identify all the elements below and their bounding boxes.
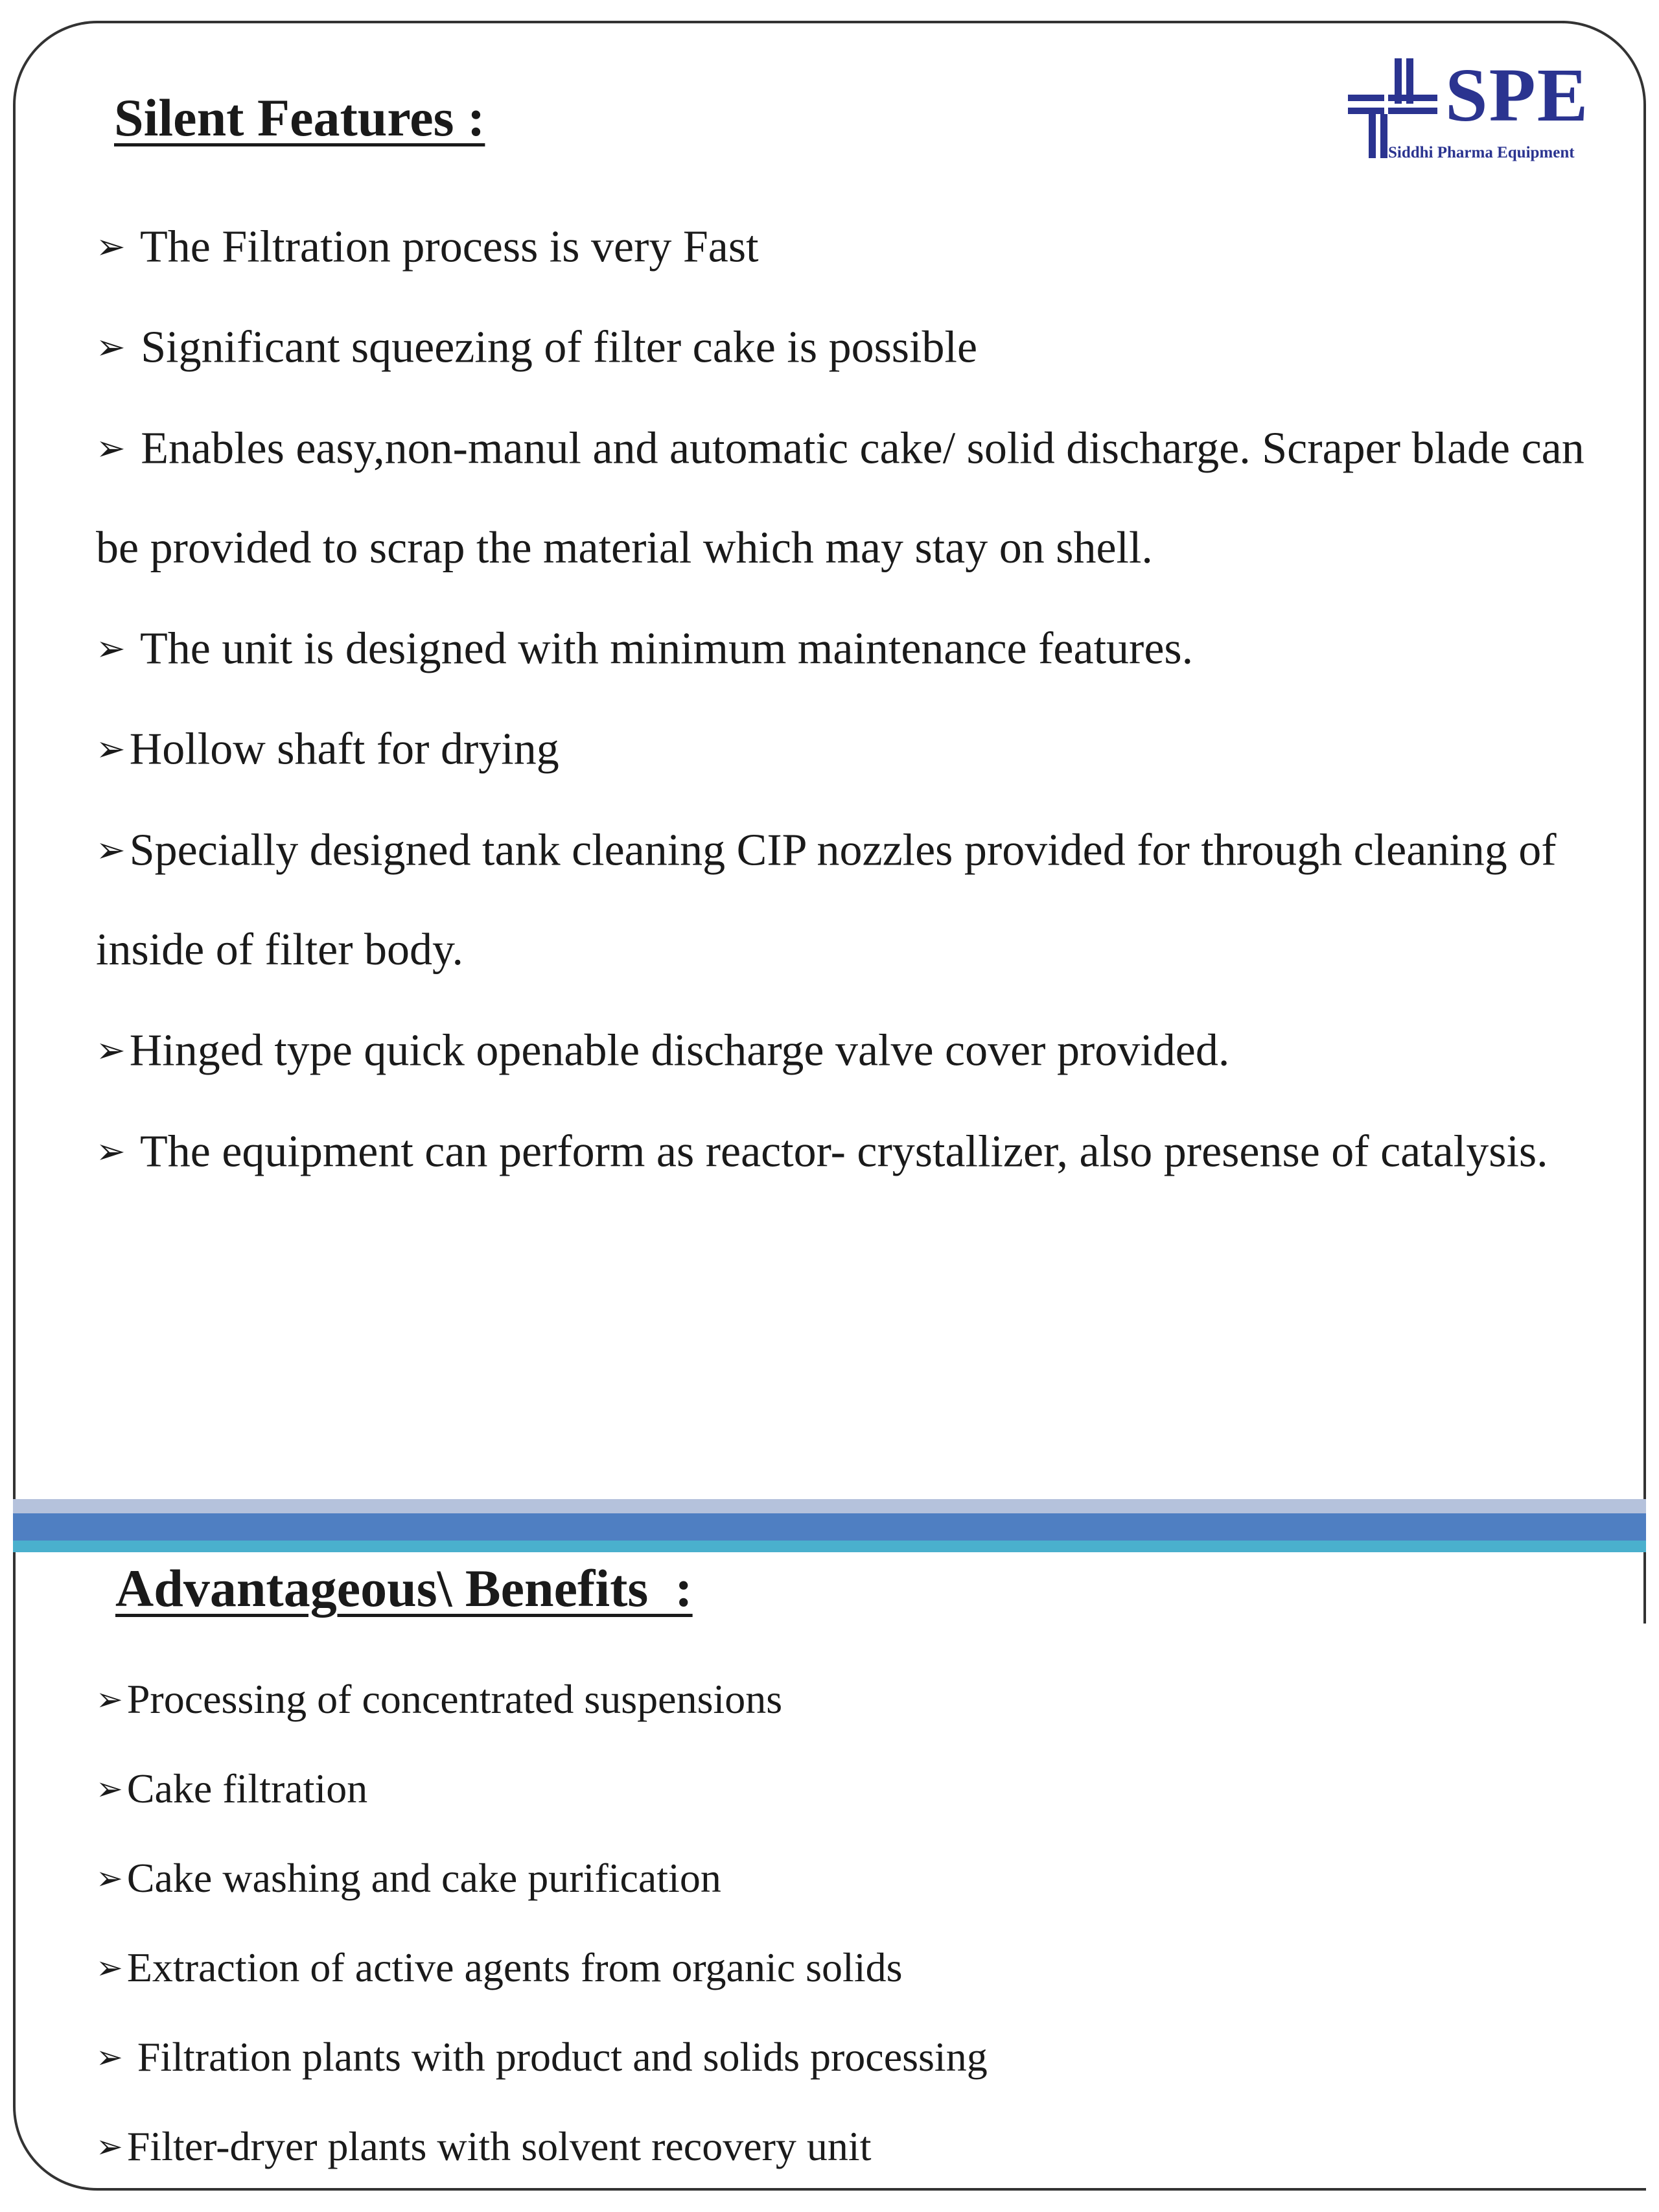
list-item-text: Filtration plants with product and solids processing xyxy=(126,2034,988,2080)
list-item-text: The unit is designed with minimum maintenance features. xyxy=(140,623,1194,674)
list-item xyxy=(96,2012,988,2102)
arrowhead-bullet-icon: ➢ xyxy=(96,828,126,870)
logo-text: SPE xyxy=(1445,52,1590,137)
list-item-text: Processing of concentrated suspensions xyxy=(126,1676,783,1722)
list-item-text: Hollow shaft for drying xyxy=(129,724,559,774)
arrowhead-bullet-icon: ➢ xyxy=(96,728,126,770)
divider-band-teal xyxy=(13,1541,1646,1552)
list-item xyxy=(96,1000,1586,1100)
list-item-text: Filter-dryer plants with solvent recovery unit xyxy=(126,2123,872,2170)
arrowhead-bullet-icon: ➢ xyxy=(96,1681,123,1719)
list-item-text: Cake washing and cake purification xyxy=(126,1855,721,1902)
list-item-text: Hinged type quick openable discharge valve cover provided. xyxy=(129,1025,1230,1076)
page-frame-right-edge xyxy=(1643,1552,1646,1624)
logo-subtitle: Siddhi Pharma Equipment xyxy=(1388,144,1575,161)
list-item-text: Significant squeezing of filter cake is possible xyxy=(141,322,978,373)
list-item xyxy=(96,800,1586,1000)
spe-logo xyxy=(1348,52,1601,167)
list-item xyxy=(96,1655,988,1744)
list-item-text: Extraction of active agents from organic solids xyxy=(126,1944,903,1991)
arrowhead-bullet-icon: ➢ xyxy=(96,2128,123,2166)
arrowhead-bullet-icon: ➢ xyxy=(96,426,126,469)
arrowhead-bullet-icon: ➢ xyxy=(96,627,126,669)
list-item-text: The Filtration process is very Fast xyxy=(140,222,759,272)
arrowhead-bullet-icon: ➢ xyxy=(96,226,126,267)
benefits-heading: Advantageous\ Benefits : xyxy=(115,1559,693,1618)
arrowhead-bullet-icon: ➢ xyxy=(96,1949,123,1987)
arrowhead-bullet-icon: ➢ xyxy=(96,2038,123,2077)
arrowhead-bullet-icon: ➢ xyxy=(96,1130,126,1172)
arrowhead-bullet-icon: ➢ xyxy=(96,1859,123,1898)
list-item-text: Cake filtration xyxy=(126,1765,368,1812)
list-item xyxy=(96,1101,1586,1202)
list-item xyxy=(96,2102,988,2191)
list-item xyxy=(96,699,1586,799)
benefits-list xyxy=(96,1655,988,2191)
list-item xyxy=(96,297,1586,397)
arrowhead-bullet-icon: ➢ xyxy=(96,326,126,368)
list-item-text: The equipment can perform as reactor- crystallizer, also presense of catalysis. xyxy=(140,1126,1548,1176)
list-item-text: Enables easy,non-manul and automatic cake/ solid discharge. Scraper blade can be provided to scrap the material which may stay on shell. xyxy=(96,423,1584,574)
list-item-text: Specially designed tank cleaning CIP nozzles provided for through cleaning of inside of filter body. xyxy=(96,825,1557,975)
arrowhead-bullet-icon: ➢ xyxy=(96,1029,126,1071)
divider-band-light xyxy=(13,1499,1646,1513)
list-item xyxy=(96,1834,988,1923)
features-list xyxy=(96,196,1586,1202)
arrowhead-bullet-icon: ➢ xyxy=(96,1770,123,1808)
list-item xyxy=(96,196,1586,297)
divider-band-blue xyxy=(13,1513,1646,1541)
list-item xyxy=(96,1923,988,2012)
list-item xyxy=(96,398,1586,598)
list-item xyxy=(96,1744,988,1834)
list-item xyxy=(96,598,1586,699)
features-heading: Silent Features : xyxy=(114,88,485,147)
